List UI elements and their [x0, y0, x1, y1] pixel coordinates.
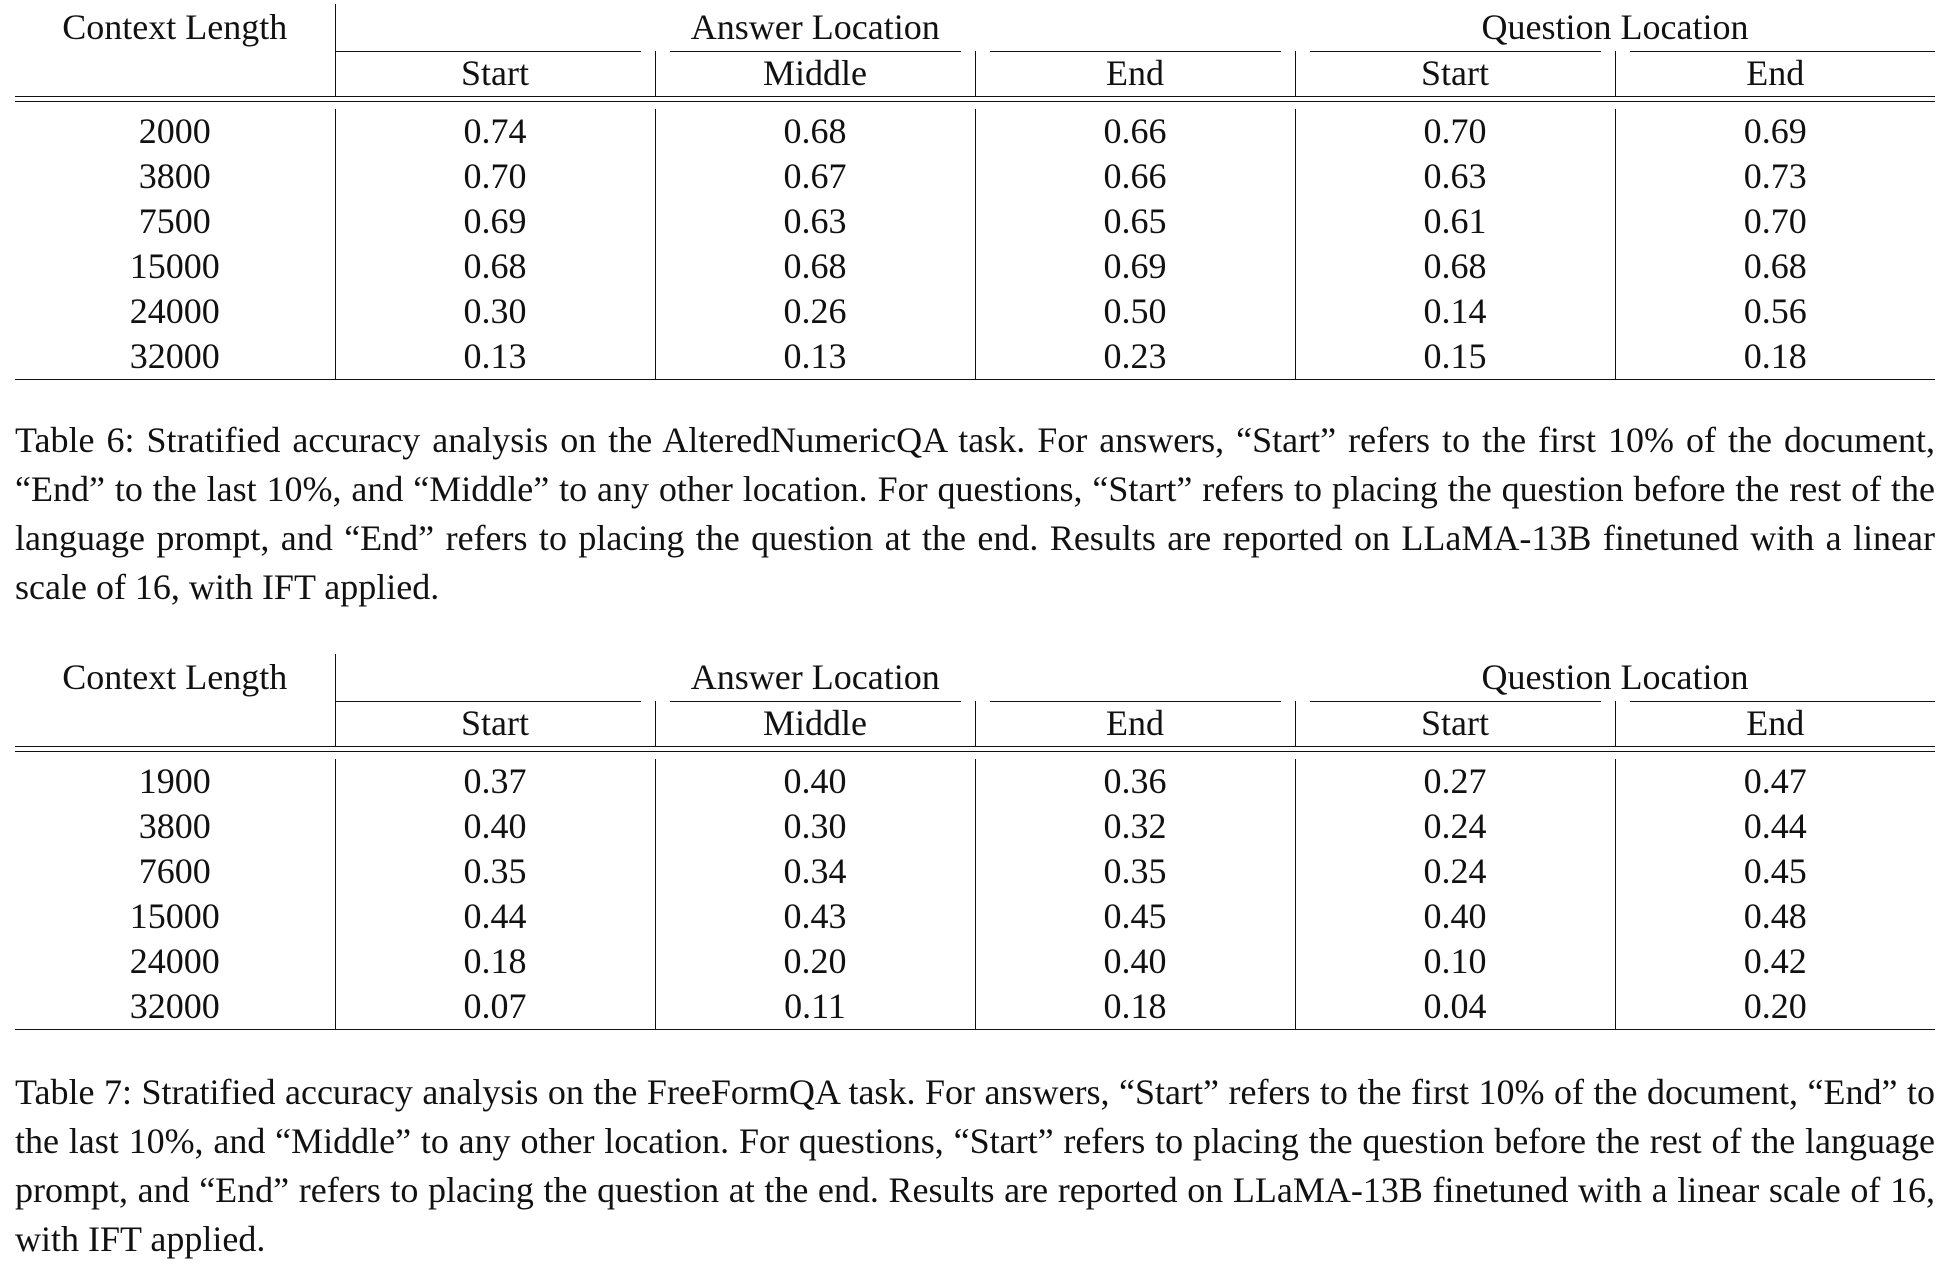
answer-start-cell: 0.69 [335, 199, 655, 244]
answer-end-cell: 0.35 [975, 849, 1295, 894]
table-row [15, 894, 1935, 939]
table-row [15, 334, 1935, 380]
answer-middle-cell: 0.13 [655, 334, 975, 380]
answer-start-cell: 0.74 [335, 109, 655, 154]
table-row [15, 289, 1935, 334]
answer-end-cell: 0.36 [975, 759, 1295, 804]
table-row [15, 109, 1935, 154]
answer-start-cell: 0.13 [335, 334, 655, 380]
answer-middle-cell: 0.43 [655, 894, 975, 939]
question-start-cell: 0.10 [1295, 939, 1615, 984]
answer-start-header: Start [335, 701, 655, 747]
table-6-caption: Table 6: Stratified accuracy analysis on the AlteredNumericQA task. For answers, “Start” refers to the first 10% of the document, “End” to the last 10%, and “Middle” to any other location. For questions, “Start” refers to placing the question before the rest of the language prompt, and “End” refers to placing the question at the end. Results are reported on LLaMA-13B finetuned with a linear scale of 16, with IFT applied. [15, 420, 1935, 607]
question-end-cell: 0.48 [1615, 894, 1935, 939]
table-row [15, 984, 1935, 1030]
answer-end-cell: 0.66 [975, 109, 1295, 154]
table-6-caption-block [15, 416, 1935, 612]
answer-middle-cell: 0.26 [655, 289, 975, 334]
question-end-cell: 0.73 [1615, 154, 1935, 199]
answer-end-cell: 0.32 [975, 804, 1295, 849]
context-length-cell: 24000 [129, 291, 220, 331]
context-length-cell: 7600 [138, 851, 211, 891]
question-end-cell: 0.69 [1615, 109, 1935, 154]
answer-middle-cell: 0.20 [655, 939, 975, 984]
question-start-cell: 0.68 [1295, 244, 1615, 289]
table-6 [15, 4, 1935, 380]
table-row [15, 199, 1935, 244]
answer-start-cell: 0.37 [335, 759, 655, 804]
answer-start-cell: 0.07 [335, 984, 655, 1030]
question-start-cell: 0.70 [1295, 109, 1615, 154]
question-location-header: Question Location [1481, 7, 1749, 47]
question-end-cell: 0.68 [1615, 244, 1935, 289]
question-end-cell: 0.70 [1615, 199, 1935, 244]
answer-middle-cell: 0.34 [655, 849, 975, 894]
answer-end-cell: 0.40 [975, 939, 1295, 984]
answer-start-cell: 0.35 [335, 849, 655, 894]
answer-end-cell: 0.50 [975, 289, 1295, 334]
answer-middle-cell: 0.68 [655, 109, 975, 154]
context-length-cell: 3800 [138, 156, 211, 196]
context-length-cell: 7500 [138, 201, 211, 241]
question-start-cell: 0.61 [1295, 199, 1615, 244]
context-length-cell: 3800 [138, 806, 211, 846]
question-start-cell: 0.24 [1295, 849, 1615, 894]
question-start-cell: 0.14 [1295, 289, 1615, 334]
answer-middle-cell: 0.68 [655, 244, 975, 289]
question-start-header: Start [1295, 51, 1615, 97]
answer-location-header: Answer Location [335, 654, 1295, 701]
answer-start-cell: 0.68 [335, 244, 655, 289]
question-end-cell: 0.47 [1615, 759, 1935, 804]
question-start-cell: 0.04 [1295, 984, 1615, 1030]
question-start-cell: 0.27 [1295, 759, 1615, 804]
context-length-header-spacer [15, 701, 335, 747]
answer-location-header: Answer Location [335, 4, 1295, 51]
answer-middle-cell: 0.30 [655, 804, 975, 849]
answer-end-header: End [975, 701, 1295, 747]
question-start-header: Start [1295, 701, 1615, 747]
answer-end-cell: 0.23 [975, 334, 1295, 380]
answer-middle-cell: 0.67 [655, 154, 975, 199]
table-row [15, 759, 1935, 804]
question-end-cell: 0.45 [1615, 849, 1935, 894]
answer-end-cell: 0.69 [975, 244, 1295, 289]
question-end-cell: 0.20 [1615, 984, 1935, 1030]
context-length-cell: 32000 [15, 984, 335, 1030]
answer-end-header: End [975, 51, 1295, 97]
context-length-header: Context Length [62, 657, 288, 697]
answer-start-cell: 0.40 [335, 804, 655, 849]
answer-start-cell: 0.18 [335, 939, 655, 984]
table-6-block [15, 4, 1935, 380]
answer-middle-cell: 0.63 [655, 199, 975, 244]
table-row [15, 939, 1935, 984]
context-length-cell: 1900 [138, 761, 211, 801]
answer-start-cell: 0.70 [335, 154, 655, 199]
table-7 [15, 654, 1935, 1030]
answer-end-cell: 0.45 [975, 894, 1295, 939]
table-row [15, 154, 1935, 199]
answer-end-cell: 0.66 [975, 154, 1295, 199]
table-7-caption-block [15, 1068, 1935, 1264]
answer-start-cell: 0.44 [335, 894, 655, 939]
context-length-cell: 15000 [129, 246, 220, 286]
table-7-block [15, 654, 1935, 1030]
answer-end-cell: 0.18 [975, 984, 1295, 1030]
question-start-cell: 0.24 [1295, 804, 1615, 849]
question-start-cell: 0.63 [1295, 154, 1615, 199]
context-length-cell: 15000 [129, 896, 220, 936]
context-length-header: Context Length [62, 7, 288, 47]
context-length-cell: 2000 [138, 111, 211, 151]
question-end-cell: 0.42 [1615, 939, 1935, 984]
question-start-cell: 0.15 [1295, 334, 1615, 380]
answer-start-header: Start [335, 51, 655, 97]
table-row [15, 804, 1935, 849]
question-end-header: End [1615, 701, 1935, 747]
header-double-rule [15, 747, 1935, 760]
header-double-rule [15, 97, 1935, 110]
answer-start-cell: 0.30 [335, 289, 655, 334]
context-length-cell: 24000 [129, 941, 220, 981]
question-end-cell: 0.18 [1615, 334, 1935, 380]
question-end-cell: 0.56 [1615, 289, 1935, 334]
table-row [15, 244, 1935, 289]
table-row [15, 849, 1935, 894]
answer-middle-header: Middle [655, 701, 975, 747]
question-end-cell: 0.44 [1615, 804, 1935, 849]
context-length-header-spacer [15, 51, 335, 97]
answer-middle-cell: 0.40 [655, 759, 975, 804]
answer-middle-cell: 0.11 [655, 984, 975, 1030]
question-location-header: Question Location [1481, 657, 1749, 697]
answer-end-cell: 0.65 [975, 199, 1295, 244]
answer-middle-header: Middle [655, 51, 975, 97]
context-length-cell: 32000 [15, 334, 335, 380]
question-end-header: End [1615, 51, 1935, 97]
question-start-cell: 0.40 [1295, 894, 1615, 939]
table-7-caption: Table 7: Stratified accuracy analysis on the FreeFormQA task. For answers, “Start” refers to the first 10% of the document, “End” to the last 10%, and “Middle” to any other location. For questions, “Start” refers to placing the question before the rest of the language prompt, and “End” refers to placing the question at the end. Results are reported on LLaMA-13B finetuned with a linear scale of 16, with IFT applied. [15, 1072, 1935, 1259]
